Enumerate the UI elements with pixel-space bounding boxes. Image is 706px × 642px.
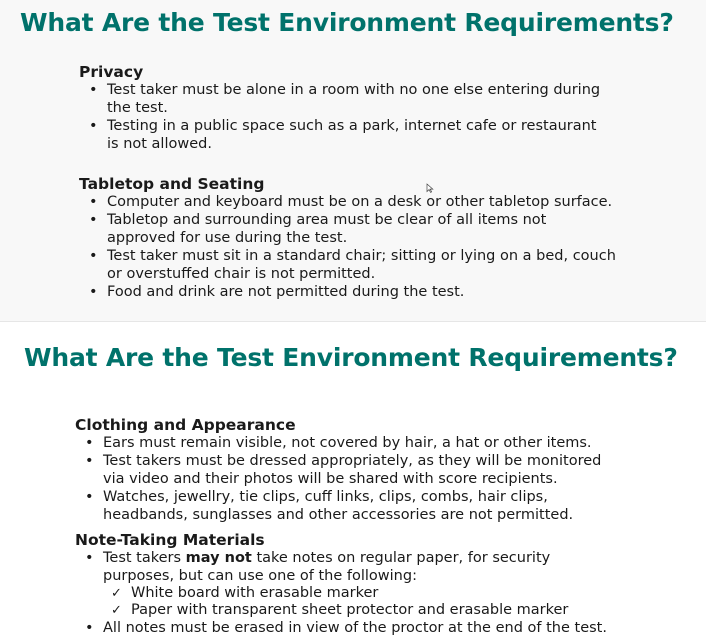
privacy-heading: Privacy xyxy=(79,63,144,81)
clothing-list xyxy=(75,434,615,524)
clothing-section xyxy=(75,416,615,524)
list-item: • Test takers must be dressed appropriately, as they will be monitored via video and their photos will be shared with score recipients. xyxy=(75,452,615,488)
list-item: • Computer and keyboard must be on a desk or other tabletop surface. xyxy=(79,193,619,211)
tabletop-section xyxy=(79,175,619,301)
note-option xyxy=(103,585,615,602)
list-item: • Test taker must sit in a standard chair; sitting or lying on a bed, couch or overstuffed chair is not permitted. xyxy=(79,247,619,283)
list-item: • Food and drink are not permitted during the test. xyxy=(79,283,619,301)
list-item xyxy=(75,549,615,619)
tabletop-list xyxy=(79,193,619,301)
list-item: • Tabletop and surrounding area must be clear of all items not approved for use during the test. xyxy=(79,211,619,247)
clothing-heading: Clothing and Appearance xyxy=(75,416,296,434)
privacy-list xyxy=(79,81,609,153)
list-item: • Test taker must be alone in a room with no one else entering during the test. xyxy=(79,81,609,117)
slide-2-title: What Are the Test Environment Requirements? xyxy=(24,343,678,372)
notes-item-text-before: Test takers xyxy=(103,550,186,566)
check-icon: ✓ xyxy=(111,603,122,618)
tabletop-heading: Tabletop and Seating xyxy=(79,175,265,193)
privacy-section xyxy=(79,63,609,153)
may-not-emphasis: may not xyxy=(185,550,252,566)
notes-item-text-after: take notes on regular paper, for security purposes, but can use one of the following: xyxy=(103,550,551,584)
check-icon: ✓ xyxy=(111,586,122,601)
notes-heading: Note-Taking Materials xyxy=(75,531,265,549)
notes-list xyxy=(75,549,615,637)
list-item: • Ears must remain visible, not covered by hair, a hat or other items. xyxy=(75,434,615,452)
list-item: • All notes must be erased in view of the proctor at the end of the test. xyxy=(75,619,615,637)
slide-1-title: What Are the Test Environment Requirements? xyxy=(20,8,674,37)
note-option-text: White board with erasable marker xyxy=(131,585,379,601)
note-option-text: Paper with transparent sheet protector and erasable marker xyxy=(131,602,569,618)
note-option xyxy=(103,602,615,619)
mouse-cursor-icon xyxy=(426,183,434,193)
list-item: • Testing in a public space such as a park, internet cafe or restaurant is not allowed. xyxy=(79,117,609,153)
notes-section xyxy=(75,531,615,637)
list-item: • Watches, jewellry, tie clips, cuff links, clips, combs, hair clips, headbands, sunglasses and other accessories are not permitted. xyxy=(75,488,615,524)
slide-2 xyxy=(0,322,706,642)
note-options-list xyxy=(103,585,615,619)
